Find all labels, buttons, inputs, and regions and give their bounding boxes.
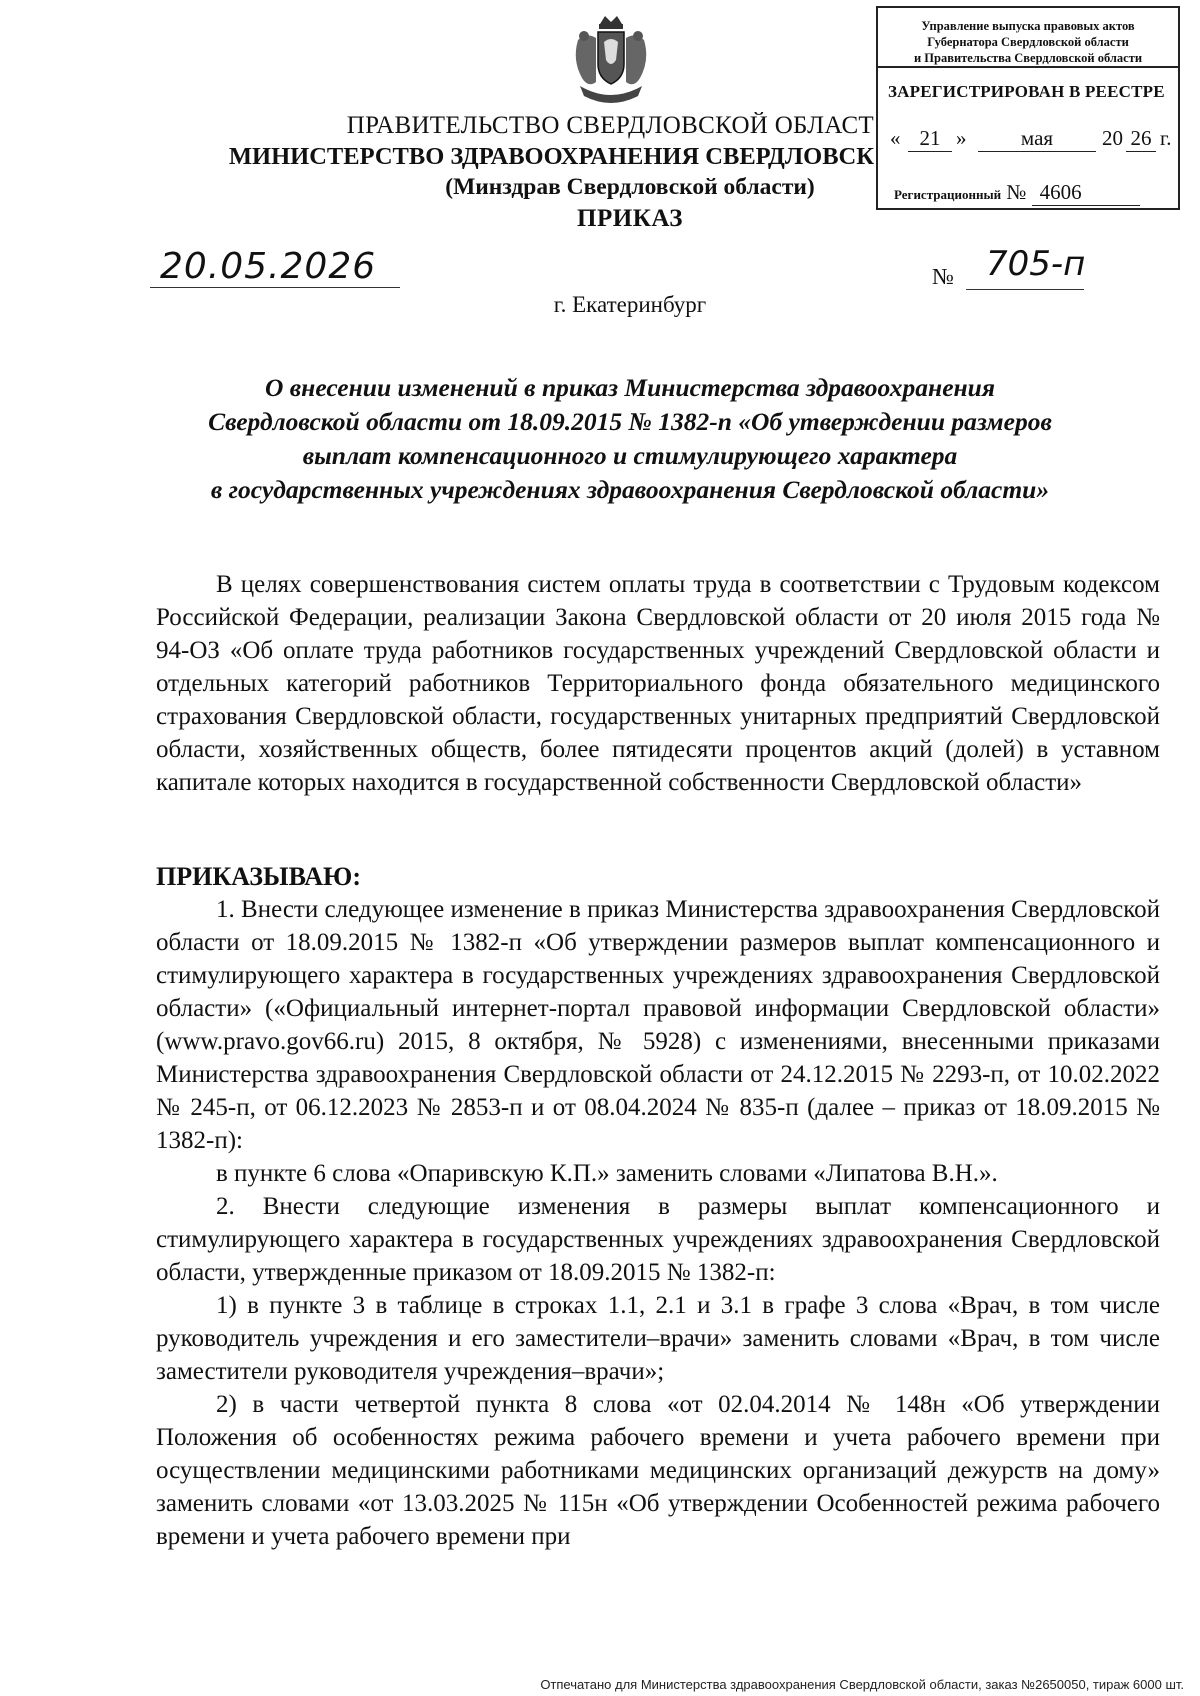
stamp-year-suffix: 26 — [1126, 126, 1156, 152]
government-name: ПРАВИТЕЛЬСТВО СВЕРДЛОВСКОЙ ОБЛАСТ — [346, 112, 874, 139]
ministry-abbreviation: (Минздрав Свердловской области) — [445, 174, 815, 200]
stamp-header — [878, 8, 1178, 68]
city-name: г. Екатеринбург — [553, 292, 707, 317]
title-line: в государственных учреждениях здравоохранения Свердловской области» — [210, 475, 1050, 504]
preamble — [156, 568, 1160, 799]
stamp-year-unit: г. — [1160, 126, 1172, 150]
paragraph: 1. Внести следующее изменение в приказ Министерства здравоохранения Свердловской области от 18.09.2015 № 1382-п «Об утверждении размеров выплат компенсационного и стимулирующего характера в государственных учреждениях здравоохранения Свердловской области» («Официальный интернет-портал правовой информации Свердловской области» (www.pravo.gov66.ru) 2015, 8 октября, № 5928) с изменениями, внесенными приказами Министерства здравоохранения Свердловской области от 24.12.2015 № 2293-п, от 10.02.2022 № 245-п, от 06.12.2023 № 2853-п и от 08.04.2024 № 835-п (далее – приказ от 18.09.2015 № 1382-п): — [156, 896, 1160, 1154]
title-line: выплат компенсационного и стимулирующего характера — [302, 441, 958, 470]
paragraph: 2. Внести следующие изменения в размеры выплат компенсационного и стимулирующего характера в государственных учреждениях здравоохранения Свердловской области, утвержденные приказом от 18.09.2015 № 1382-п: — [156, 1193, 1160, 1286]
stamp-header-line: Управление выпуска правовых актов — [921, 19, 1135, 33]
date-underline — [150, 287, 400, 288]
stamp-quote-close: » — [956, 126, 967, 150]
order-number-label: № — [932, 264, 954, 289]
paragraph: 2) в части четвертой пункта 8 слова «от 02.04.2014 № 148н «Об утверждении Положения об особенностях режима рабочего времени и учета рабочего времени при осуществлении медицинскими работниками медицинских организаций дежурств на дому» заменить словами «от 13.03.2025 № 115н «Об утверждении Особенностей режима рабочего времени и учета рабочего времени при — [156, 1391, 1160, 1550]
order-directive-word: ПРИКАЗЫВАЮ: — [156, 862, 361, 891]
stamp-header-line: и Правительства Свердловской области — [913, 51, 1143, 65]
title-line: О внесении изменений в приказ Министерства здравоохранения — [265, 373, 995, 402]
handwritten-order-date: 20.05.2026 — [160, 246, 377, 287]
stamp-no-sign: № — [1006, 180, 1027, 204]
stamp-year-prefix: 20 — [1102, 126, 1123, 150]
stamp-reg-number: 4606 — [1032, 180, 1140, 206]
preamble-text: В целях совершенствования систем оплаты труда в соответствии с Трудовым кодексом Российской Федерации, реализации Закона Свердловской области от 20 июля 2015 года № 94-ОЗ «Об оплате труда работников государственных учреждений Свердловской области и отдельных категорий работников Территориального фонда обязательного медицинского страхования Свердловской области, государственных унитарных предприятий Свердловской области, хозяйственных обществ, более пятидесяти процентов акций (долей) в уставном капитале которых находится в государственной собственности Свердловской области» — [156, 571, 1160, 796]
print-footer: Отпечатано для Министерства здравоохранения Свердловской области, заказ №2650050, тираж 6000 шт. — [540, 1677, 1184, 1692]
stamp-registered-label: ЗАРЕГИСТРИРОВАН В РЕЕСТРЕ — [888, 82, 1165, 101]
stamp-day: 21 — [908, 126, 952, 152]
order-title — [130, 371, 1130, 507]
stamp-header-line: Губернатора Свердловской области — [927, 35, 1129, 49]
coat-of-arms-emblem — [570, 12, 652, 108]
stamp-date — [886, 126, 1170, 154]
stamp-reg-label: Регистрационный — [894, 187, 1002, 202]
document-type: ПРИКАЗ — [577, 205, 683, 232]
number-underline — [966, 289, 1084, 290]
paragraph: в пункте 6 слова «Опаривскую К.П.» заменить словами «Липатова В.Н.». — [216, 1160, 998, 1187]
paragraph: 1) в пункте 3 в таблице в строках 1.1, 2.1 и 3.1 в графе 3 слова «Врач, в том числе руководитель учреждения и его заместители–врачи» заменить словами «Врач, в том числе заместители руководителя учреждения–врачи»; — [156, 1292, 1160, 1385]
order-items — [156, 893, 1160, 1553]
stamp-month: мая — [978, 126, 1096, 152]
handwritten-order-number: 705-п — [986, 244, 1086, 284]
ministry-name: МИНИСТЕРСТВО ЗДРАВООХРАНЕНИЯ СВЕРДЛОВСК — [228, 143, 874, 170]
stamp-quote-open: « — [890, 126, 901, 150]
title-line: Свердловской области от 18.09.2015 № 1382-п «Об утверждении размеров — [208, 407, 1052, 436]
